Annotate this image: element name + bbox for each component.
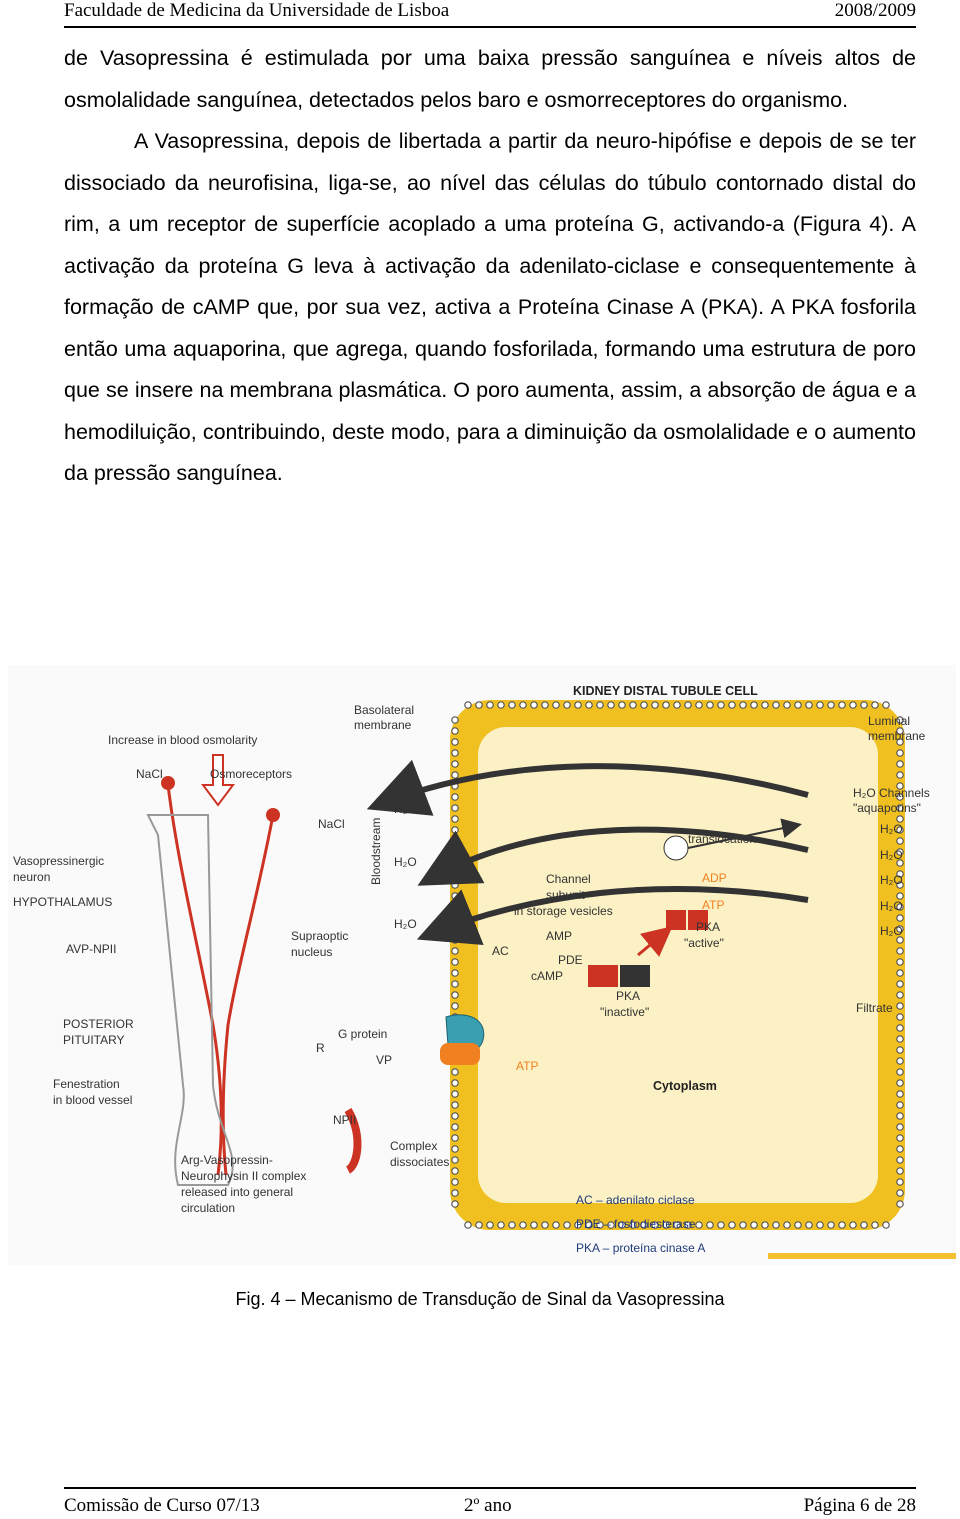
lipid-head [608,702,614,708]
lipid-head [897,970,903,976]
lipid-head [564,1222,570,1228]
lipid-head [897,1124,903,1130]
neuron-axon-1 [168,785,221,1175]
lipid-head [773,1222,779,1228]
cell-cytoplasm [478,727,878,1203]
label-adp: ADP [702,871,727,885]
legend-pde: PDE – fosfodiesterase [576,1217,696,1231]
lipid-head [897,1058,903,1064]
vp-ligand [440,1043,480,1065]
lipid-head [452,959,458,965]
lipid-head [839,1222,845,1228]
lipid-head [897,1036,903,1042]
label-basolateral-1: Basolateral [354,703,415,717]
label-pka-inactive-2: "inactive" [600,1005,650,1019]
lipid-head [897,915,903,921]
label-argvp-2: Neurophysin II complex [181,1169,307,1183]
label-translocation: translocation [688,832,757,846]
lipid-head [452,1069,458,1075]
lipid-head [718,1222,724,1228]
figure-vasopressin-diagram [8,665,956,1265]
lipid-head [817,1222,823,1228]
label-argvp-3: released into general [181,1185,294,1199]
lipid-head [897,948,903,954]
lipid-head [452,871,458,877]
label-amp: AMP [546,929,573,943]
lipid-head [897,992,903,998]
lipid-head [452,761,458,767]
label-pka-inactive-1: PKA [616,989,641,1003]
lipid-head [452,893,458,899]
lipid-head [696,1222,702,1228]
lipid-head [897,838,903,844]
lipid-head [897,1080,903,1086]
lipid-head [452,1080,458,1086]
lipid-head [542,1222,548,1228]
lipid-head [630,702,636,708]
lipid-head [575,702,581,708]
label-atp: ATP [702,898,725,912]
lipid-head [850,1222,856,1228]
label-increase: Increase in blood osmolarity [108,733,258,747]
lipid-head [883,702,889,708]
lipid-head [452,1190,458,1196]
lipid-head [619,702,625,708]
lipid-head [465,1222,471,1228]
label-h2o-r4: H₂O [880,899,903,913]
lipid-head [597,702,603,708]
lipid-head [850,702,856,708]
footer-page: Página 6 de 28 [803,1495,916,1516]
figure-accent-bar [768,1253,956,1259]
lipid-head [897,1135,903,1141]
lipid-head [452,816,458,822]
lipid-head [452,992,458,998]
lipid-head [452,937,458,943]
lipid-head [729,702,735,708]
label-h2o-r2: H₂O [880,848,903,862]
label-luminal-2: membrane [868,729,926,743]
lipid-head [652,702,658,708]
lipid-head [452,1157,458,1163]
lipid-head [498,1222,504,1228]
lipid-head [897,761,903,767]
label-channel-1: Channel [546,872,591,886]
lipid-head [452,772,458,778]
lipid-head [773,702,779,708]
lipid-head [795,702,801,708]
label-hypothalamus: HYPOTHALAMUS [13,895,113,909]
lipid-head [817,702,823,708]
lipid-head [897,1157,903,1163]
label-atp-red: ATP [516,1059,539,1073]
label-h2o-r3: H₂O [880,873,903,887]
pka-inactive-block-1 [588,965,618,987]
label-nacl-mid: NaCl [318,817,345,831]
lipid-head [696,702,702,708]
lipid-head [685,702,691,708]
neuron-body-1 [161,776,175,790]
lipid-head [839,702,845,708]
lipid-head [707,1222,713,1228]
lipid-head [452,717,458,723]
lipid-head [806,1222,812,1228]
lipid-head [897,772,903,778]
diagram-svg [8,665,956,1265]
lipid-head [452,1124,458,1130]
page-header [64,0,916,28]
lipid-head [718,702,724,708]
lipid-head [452,1146,458,1152]
figure-caption: Fig. 4 – Mecanismo de Transdução de Sinal da Vasopressina [235,1289,725,1309]
pka-active-block-1 [666,910,686,930]
label-h2o-r1: H₂O [880,822,903,836]
lipid-head [452,1135,458,1141]
label-pde: PDE [558,953,583,967]
lipid-head [452,904,458,910]
lipid-head [762,1222,768,1228]
lipid-head [707,702,713,708]
lipid-head [751,702,757,708]
label-h2o-r5: H₂O [880,924,903,938]
body-text [64,38,916,495]
lipid-head [531,702,537,708]
header-institution: Faculdade de Medicina da Universidade de Lisboa [64,0,450,21]
lipid-head [476,702,482,708]
lipid-head [452,882,458,888]
aquaporin-vesicle [664,836,688,860]
legend-pka: PKA – proteína cinase A [576,1241,706,1255]
lipid-head [452,1201,458,1207]
lipid-head [452,838,458,844]
label-pka-active-1: PKA [696,920,721,934]
lipid-head [520,702,526,708]
footer-year: 2º ano [464,1495,512,1516]
footer-commission: Comissão de Curso 07/13 [64,1495,260,1516]
lipid-head [487,1222,493,1228]
lipid-head [487,702,493,708]
label-camp: cAMP [531,969,564,983]
lipid-head [452,981,458,987]
lipid-head [452,1168,458,1174]
lipid-head [531,1222,537,1228]
label-channel-3: in storage vesicles [514,904,613,918]
lipid-head [883,1222,889,1228]
label-supraoptic-1: Supraoptic [291,929,349,943]
lipid-head [452,739,458,745]
lipid-head [762,702,768,708]
lipid-head [663,702,669,708]
label-h2o-channels-1: H₂O Channels [853,786,930,800]
lipid-head [897,1003,903,1009]
page-footer [64,1487,916,1519]
lipid-head [897,1025,903,1031]
lipid-head [784,1222,790,1228]
lipid-head [828,1222,834,1228]
label-osmoreceptors: Osmoreceptors [210,767,293,781]
label-cytoplasm: Cytoplasm [653,1079,717,1093]
label-vasopressinergic-2: neuron [13,870,51,884]
legend-ac: AC – adenilato ciclase [576,1193,695,1207]
label-filtrate: Filtrate [856,1001,893,1015]
lipid-head [452,728,458,734]
lipid-head [465,702,471,708]
lipid-head [452,1091,458,1097]
lipid-head [897,981,903,987]
label-avp-npii: AVP-NPII [66,942,117,956]
pka-inactive-block-2 [620,965,650,987]
lipid-head [897,750,903,756]
lipid-head [452,1003,458,1009]
lipid-head [452,827,458,833]
lipid-head [564,702,570,708]
label-argvp-1: Arg-Vasopressin- [181,1153,273,1167]
lipid-head [452,1113,458,1119]
lipid-head [452,794,458,800]
lipid-head [553,1222,559,1228]
lipid-head [897,1091,903,1097]
paragraph-1: de Vasopressina é estimulada por uma baixa pressão sanguínea e níveis altos de osmolalidade sanguínea, detectados pelos baro e osmorreceptores do organismo. [64,46,916,112]
lipid-head [452,948,458,954]
label-fenestration-1: Fenestration [53,1077,120,1091]
label-posterior-2: PITUITARY [63,1033,125,1047]
lipid-head [784,702,790,708]
label-fenestration-2: in blood vessel [53,1093,133,1107]
lipid-head [586,702,592,708]
lipid-head [897,1014,903,1020]
label-ac: AC [492,944,509,958]
label-bloodstream: Bloodstream [369,817,383,885]
lipid-head [897,1190,903,1196]
label-vasopressinergic-1: Vasopressinergic [13,854,105,868]
label-h2o-channels-2: "aquaporins" [853,801,921,815]
label-argvp-4: circulation [181,1201,236,1215]
lipid-head [897,1201,903,1207]
label-supraoptic-2: nucleus [291,945,333,959]
label-basolateral-2: membrane [354,718,412,732]
lipid-head [828,702,834,708]
lipid-head [452,805,458,811]
label-posterior-1: POSTERIOR [63,1017,134,1031]
lipid-head [729,1222,735,1228]
label-npii: NPII [333,1113,357,1127]
neuron-body-2 [266,808,280,822]
lipid-head [476,1222,482,1228]
lipid-head [452,750,458,756]
lipid-head [872,702,878,708]
label-g-protein: G protein [338,1027,388,1041]
lipid-head [498,702,504,708]
label-pka-active-2: "active" [684,936,724,950]
header-year: 2008/2009 [834,0,916,21]
lipid-head [897,1102,903,1108]
lipid-head [861,1222,867,1228]
lipid-head [897,959,903,965]
neuron-axon-2 [223,815,273,1175]
lipid-head [674,702,680,708]
lipid-head [452,915,458,921]
lipid-head [897,1047,903,1053]
label-h2o-1: H₂O [394,802,417,816]
lipid-head [452,970,458,976]
lipid-head [897,1146,903,1152]
lipid-head [509,1222,515,1228]
lipid-head [520,1222,526,1228]
lipid-head [641,702,647,708]
label-channel-2: subunit [546,888,585,902]
lipid-head [897,1069,903,1075]
lipid-head [509,702,515,708]
label-h2o-3: H₂O [394,917,417,931]
lipid-head [897,1113,903,1119]
label-luminal-1: Luminal [868,714,911,728]
label-kidney-cell: KIDNEY DISTAL TUBULE CELL [573,684,758,698]
label-complex-1: Complex [390,1139,438,1153]
lipid-head [542,702,548,708]
paragraph-2: A Vasopressina, depois de libertada a partir da neuro-hipófise e depois de se ter dissociado da neurofisina, liga-se, ao nível das células do túbulo contornado distal do rim, a um receptor de superfície acoplado a uma proteína G, activando-a (Figura 4). A activação da proteína G leva à activação da adenilato-ciclase e consequentemente à formação de cAMP que, por sua vez, activa a Proteína Cinase A (PKA). A PKA fosforila então uma aquaporina, que agrega, quando fosforilada, formando uma estrutura de poro que se insere na membrana plasmática. O poro aumenta, assim, a absorção de água e a hemodiluição, contribuindo, deste modo, para a diminuição da osmolalidade e o aumento da pressão sanguínea. [64,129,916,485]
label-h2o-2: H₂O [394,855,417,869]
lipid-head [806,702,812,708]
lipid-head [452,1179,458,1185]
label-vp: VP [376,1053,393,1067]
lipid-head [897,1168,903,1174]
lipid-head [751,1222,757,1228]
label-r: R [316,1041,325,1055]
lipid-head [740,1222,746,1228]
lipid-head [897,1179,903,1185]
lipid-head [452,1102,458,1108]
lipid-head [740,702,746,708]
lipid-head [861,702,867,708]
lipid-head [553,702,559,708]
lipid-head [452,849,458,855]
lipid-head [795,1222,801,1228]
label-nacl-top: NaCl [136,767,163,781]
lipid-head [872,1222,878,1228]
label-complex-2: dissociates [390,1155,450,1169]
